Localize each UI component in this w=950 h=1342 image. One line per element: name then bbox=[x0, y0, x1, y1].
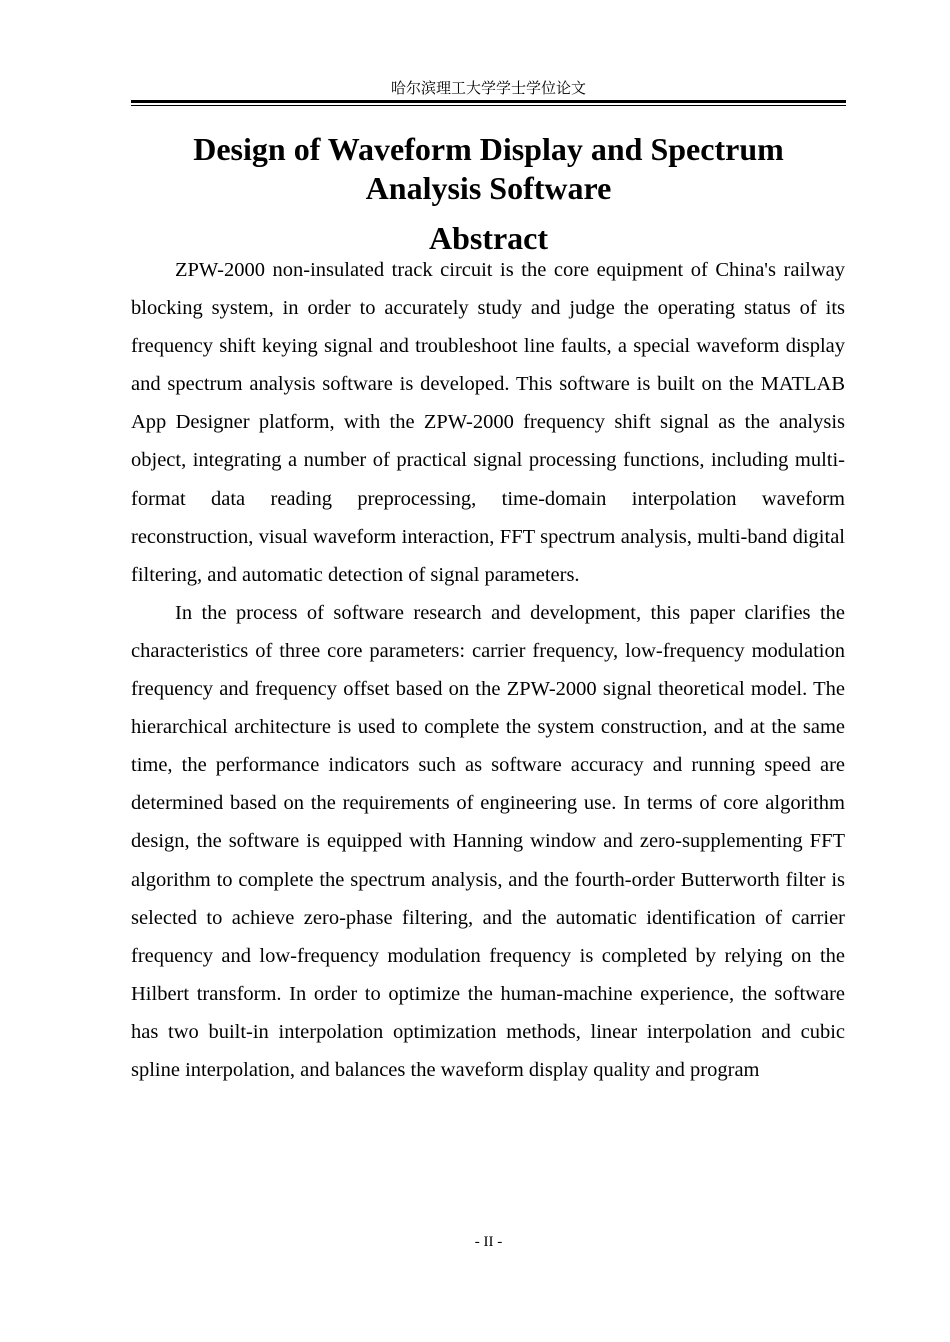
paper-title-line-2: Analysis Software bbox=[365, 170, 612, 206]
abstract-body bbox=[131, 251, 845, 1089]
paper-title bbox=[131, 130, 846, 208]
page-number: - II - bbox=[474, 1234, 503, 1250]
abstract-paragraph-1: ZPW-2000 non-insulated track circuit is the core equipment of China's railway blocking system, in order to accurately study and judge the operating status of its frequency shift keying signal and troubleshoot line faults, a special waveform display and spectrum analysis software is developed. This software is built on the MATLAB App Designer platform, with the ZPW-2000 frequency shift signal as the analysis object, integrating a number of practical signal processing functions, including multi-format data reading preprocessing, time-domain interpolation waveform reconstruction, visual waveform interaction, FFT spectrum analysis, multi-band digital filtering, and automatic detection of signal parameters. bbox=[131, 259, 845, 586]
header-rule-thick bbox=[131, 100, 846, 103]
abstract-heading: Abstract bbox=[428, 220, 549, 256]
running-header: 哈尔滨理工大学学士学位论文 bbox=[390, 79, 586, 97]
header-rule-thin bbox=[131, 105, 846, 106]
abstract-paragraph-2: In the process of software research and development, this paper clarifies the characteristics of three core parameters: carrier frequency, low-frequency modulation frequency and frequency offset based on the ZPW-2000 signal theoretical model. The hierarchical architecture is used to complete the system construction, and at the same time, the performance indicators such as software accuracy and running speed are determined based on the requirements of engineering use. In terms of core algorithm design, the software is equipped with Hanning window and zero-supplementing FFT algorithm to complete the spectrum analysis, and the fourth-order Butterworth filter is selected to achieve zero-phase filtering, and the automatic identification of carrier frequency and low-frequency modulation frequency is completed by relying on the Hilbert transform. In order to optimize the human-machine experience, the software has two built-in interpolation optimization methods, linear interpolation and cubic spline interpolation, and balances the waveform display quality and program bbox=[131, 601, 845, 1081]
paper-title-line-1: Design of Waveform Display and Spectrum bbox=[193, 131, 784, 167]
